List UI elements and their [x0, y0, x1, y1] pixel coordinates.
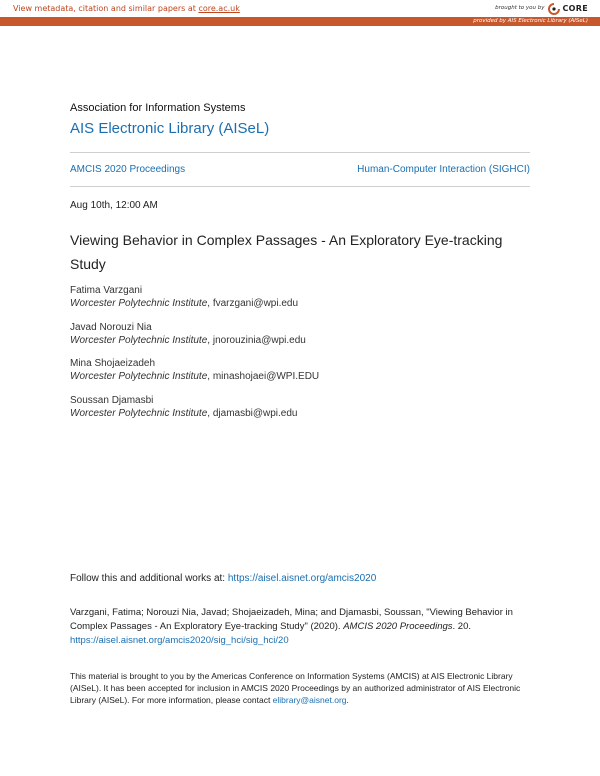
- author-email: djamasbi@wpi.edu: [212, 408, 298, 419]
- recommended-citation: [70, 606, 535, 648]
- author-email: fvarzgani@wpi.edu: [212, 298, 299, 309]
- author-block: [70, 357, 319, 383]
- divider-bottom: [70, 186, 530, 187]
- author-name: Mina Shojaeizadeh: [70, 358, 156, 369]
- author-institution: Worcester Polytechnic Institute: [70, 371, 208, 382]
- notice-text: This material is brought to you by the Americas Conference on Information Systems (AMCIS) at AIS Electronic Library (AISeL). It has been accepted for inclusion in AMCIS 2020 Proceedings by an authorized administrator of AIS Electronic Library (AISeL). For more information, please contact: [70, 671, 521, 705]
- core-metadata-prefix: View metadata, citation and similar papers at: [13, 4, 199, 13]
- access-notice: [70, 670, 540, 706]
- author-affiliation: Worcester Polytechnic Institute, jnorouzinia@wpi.edu: [70, 335, 306, 346]
- paper-title: Viewing Behavior in Complex Passages - An Exploratory Eye-tracking Study: [70, 232, 503, 272]
- follow-prefix: Follow this and additional works at:: [70, 573, 228, 584]
- author-name: Soussan Djamasbi: [70, 395, 154, 406]
- author-email: jnorouzinia@wpi.edu: [212, 335, 306, 346]
- core-logo-icon: [548, 3, 560, 15]
- notice-end: .: [346, 695, 349, 705]
- author-institution: Worcester Polytechnic Institute: [70, 335, 208, 346]
- author-name: Fatima Varzgani: [70, 285, 143, 296]
- core-banner: [0, 0, 600, 26]
- author-affiliation: Worcester Polytechnic Institute, djamasbi@wpi.edu: [70, 408, 298, 419]
- follow-line: [70, 573, 376, 584]
- author-institution: Worcester Polytechnic Institute: [70, 298, 208, 309]
- citation-text: Varzgani, Fatima; Norouzi Nia, Javad; Shojaeizadeh, Mina; and Djamasbi, Soussan, "Viewing Behavior in Complex Passages - An Exploratory Eye-tracking Study" (2020).: [70, 607, 513, 632]
- contact-email-link[interactable]: elibrary@aisnet.org: [272, 695, 347, 705]
- author-affiliation: Worcester Polytechnic Institute, minashojaei@WPI.EDU: [70, 371, 320, 382]
- author-affiliation: Worcester Polytechnic Institute, fvarzgani@wpi.edu: [70, 298, 299, 309]
- author-email: minashojaei@WPI.EDU: [212, 371, 320, 382]
- brought-by-text: brought to you by: [495, 5, 545, 11]
- core-metadata-text: [13, 0, 240, 17]
- author-block: [70, 284, 298, 310]
- divider-top: [70, 152, 530, 153]
- breadcrumb-proceedings[interactable]: AMCIS 2020 Proceedings: [70, 164, 186, 175]
- core-link[interactable]: core.ac.uk: [198, 4, 240, 13]
- publication-date: Aug 10th, 12:00 AM: [70, 200, 158, 211]
- breadcrumb-category[interactable]: Human-Computer Interaction (SIGHCI): [357, 164, 530, 175]
- core-banner-top: [0, 0, 600, 17]
- core-provided-strip: [0, 17, 600, 26]
- association-name: Association for Information Systems: [70, 102, 246, 114]
- follow-link[interactable]: https://aisel.aisnet.org/amcis2020: [227, 573, 377, 584]
- author-block: [70, 394, 297, 420]
- citation-proceedings: AMCIS 2020 Proceedings: [343, 621, 453, 632]
- citation-link[interactable]: https://aisel.aisnet.org/amcis2020/sig_hci/sig_hci/20: [70, 635, 289, 646]
- provided-by-text: provided by AIS Electronic Library (AISeL): [473, 18, 588, 24]
- author-block: [70, 321, 306, 347]
- library-link[interactable]: AIS Electronic Library (AISeL): [70, 120, 270, 137]
- author-institution: Worcester Polytechnic Institute: [70, 408, 208, 419]
- author-name: Javad Norouzi Nia: [70, 322, 152, 333]
- core-brand[interactable]: [495, 0, 588, 17]
- citation-suffix: . 20.: [452, 621, 472, 632]
- core-brand-name: CORE: [562, 4, 588, 13]
